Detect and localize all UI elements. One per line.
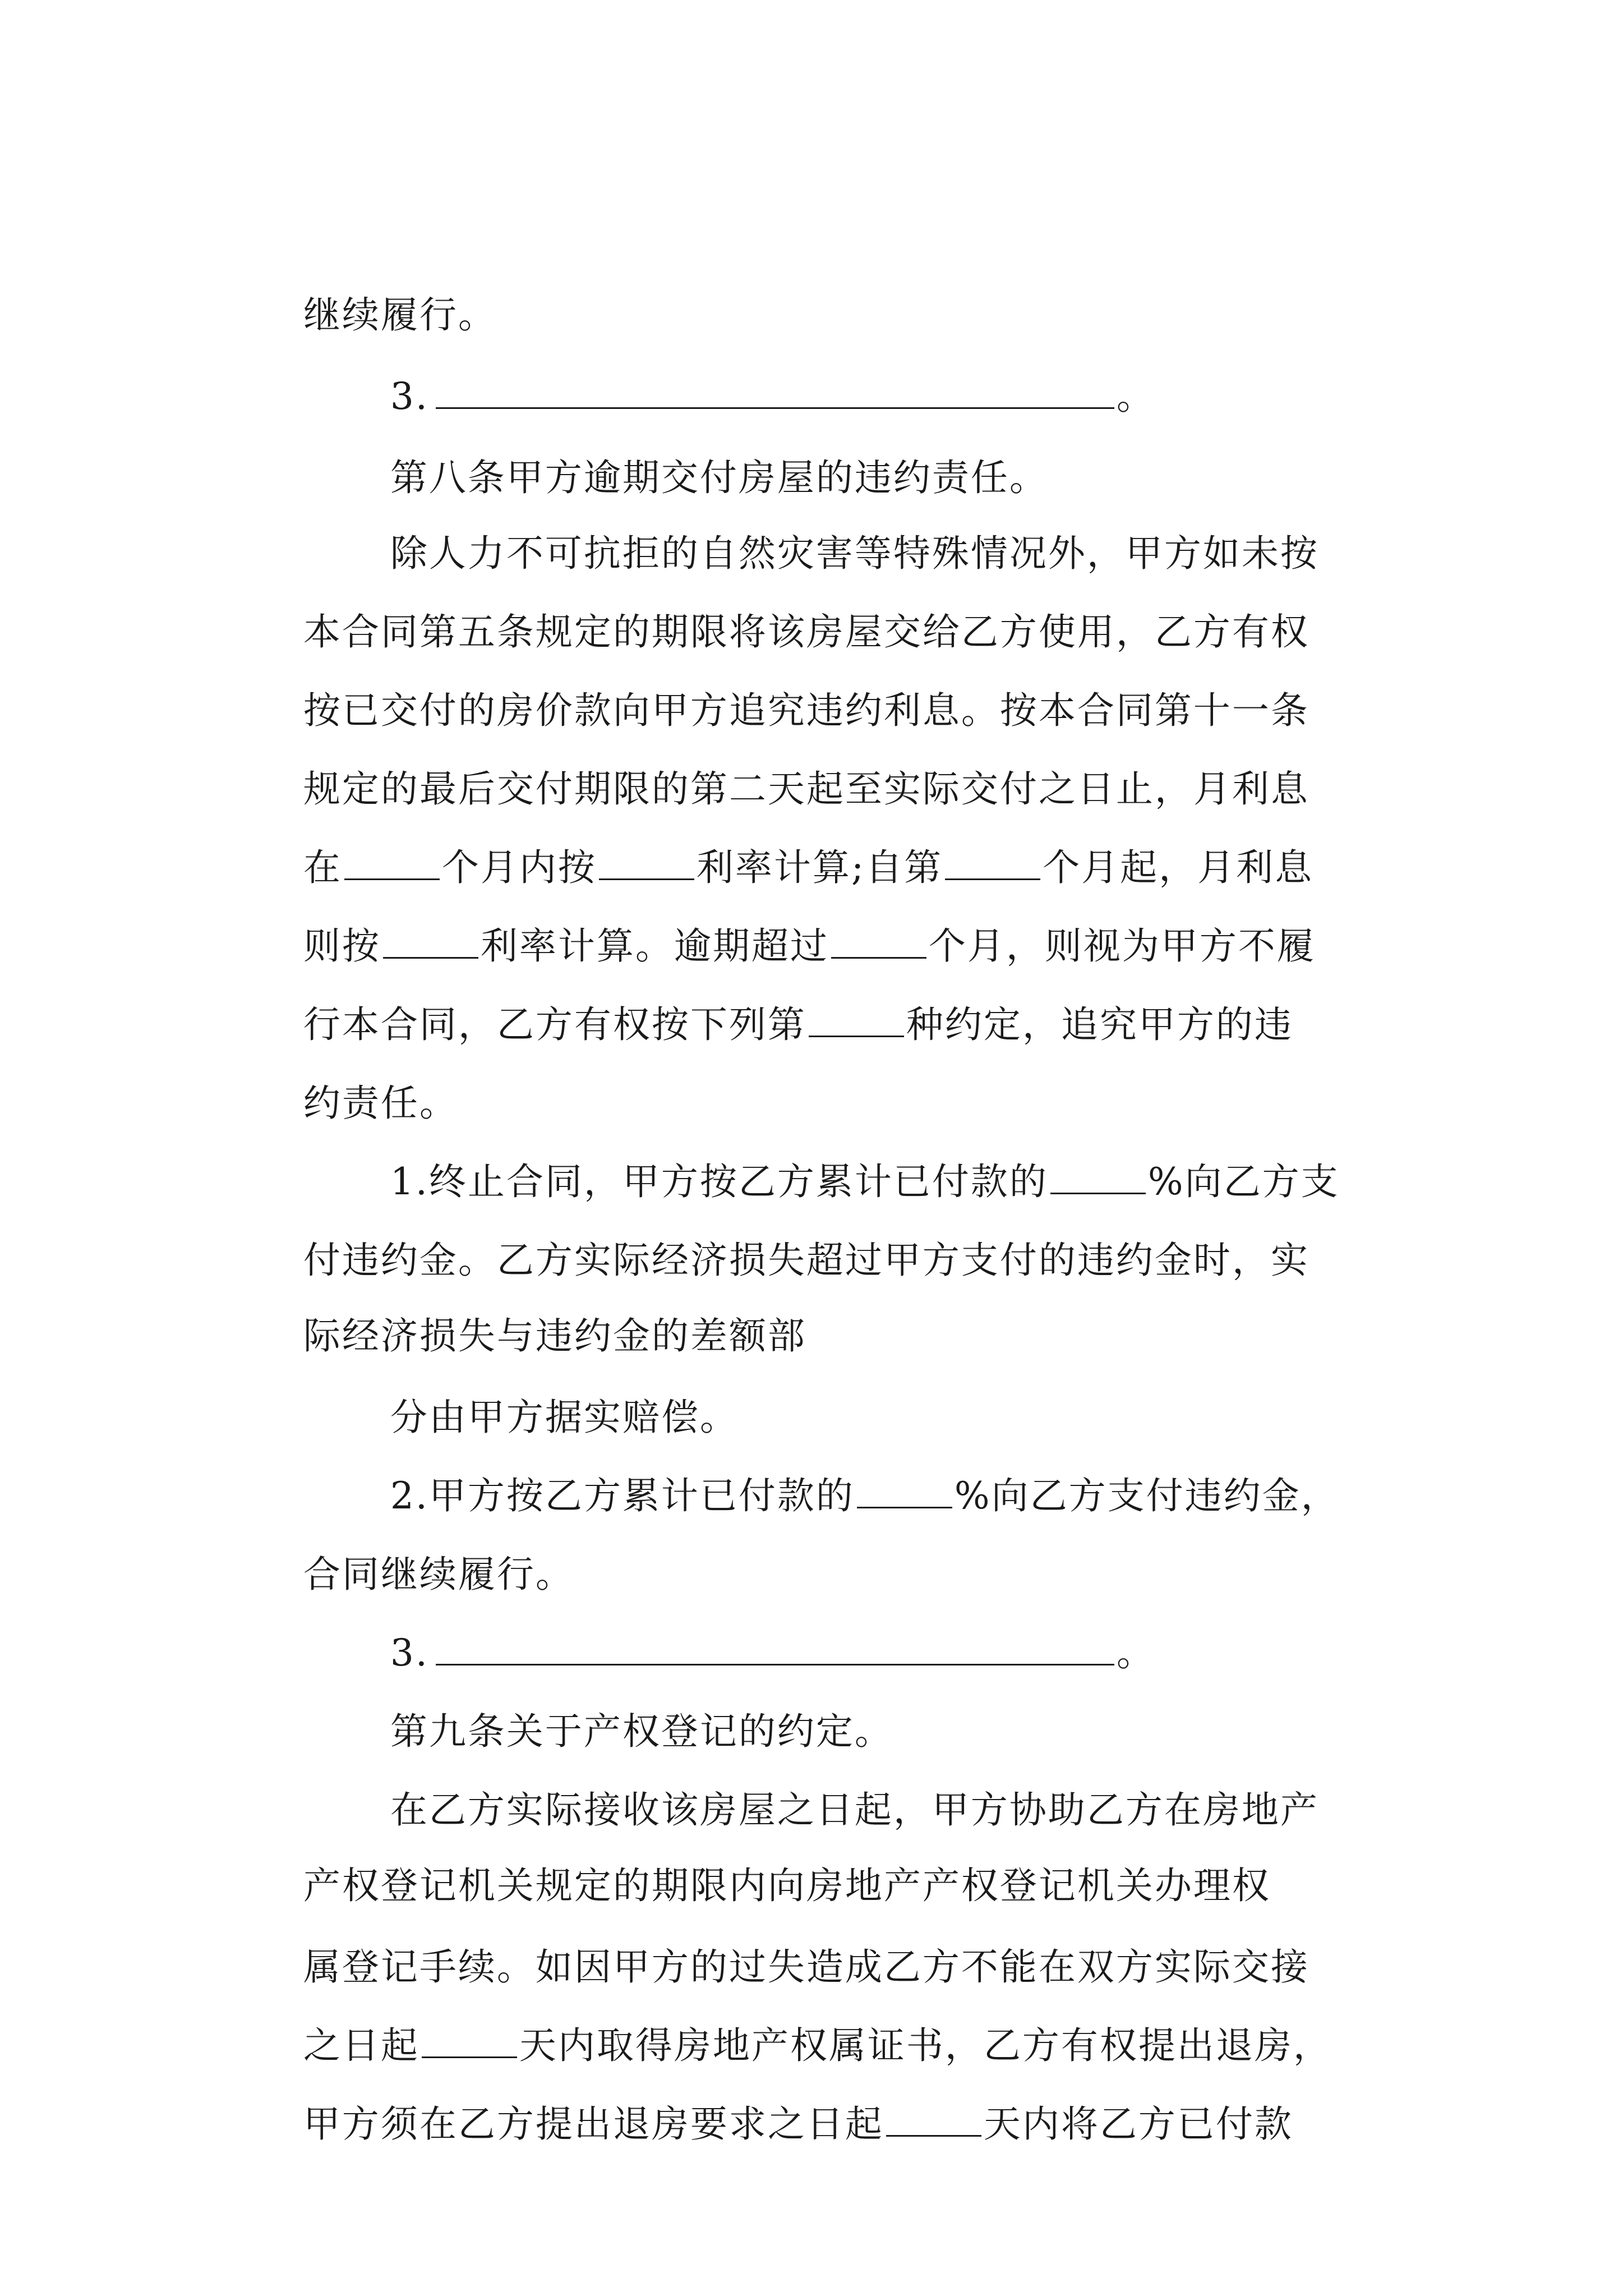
text-line [250,1144,1310,1282]
line-text: 甲方须在乙方提出退房要求之日起 [303,2102,884,2146]
text-line [250,2008,1293,2146]
text-line [250,595,1310,732]
line-text: 天内取得房地产权属证书，乙方有权提出退房， [519,2024,1332,2067]
text-line [250,199,497,337]
line-text: 合同继续履行。 [303,1553,574,1596]
text-line [336,280,1155,418]
line-text: 。 [1116,375,1155,418]
text-line [336,1694,1319,1832]
line-text: 约责任。 [303,1082,458,1125]
line-text: 个月起，月利息 [1043,846,1314,889]
line-text: 属登记手续。如因甲方的过失造成乙方不能在双方实际交接 [303,1945,1310,1989]
line-text: 个月，则视为甲方不履 [928,924,1316,968]
fill-in-blank [857,1475,952,1508]
text-line [250,1851,1310,1989]
text-line [250,909,1293,1046]
line-text: 天内将乙方已付款 [983,2102,1293,2146]
line-text: 行本合同，乙方有权按下列第 [303,1003,806,1046]
line-text: 第九条关于产权登记的约定。 [390,1710,893,1753]
line-text: 继续履行。 [303,293,497,337]
text-line [336,438,1319,575]
line-text: 际经济损失与违约金的差额部 [303,1314,806,1358]
text-line [250,1458,574,1596]
line-text: 除人力不可抗拒的自然灾害等特殊情况外，甲方如未按 [390,532,1319,575]
line-text: 第八条甲方逾期交付房屋的违约责任。 [390,456,1048,499]
line-text: 2.甲方按乙方累计已付款的 [390,1474,855,1517]
line-text: %向乙方支 [1147,1160,1340,1203]
line-text: 。 [1116,1631,1155,1674]
line-text: 之日起 [303,2024,419,2067]
line-text: 分由甲方据实赔偿。 [390,1396,739,1439]
line-text: 利率计算。逾期超过 [480,924,829,968]
line-text: 利率计算;自第 [696,846,943,889]
text-line [250,987,458,1125]
line-text: %向乙方支付违约金， [954,1474,1340,1517]
line-text: 则按 [303,924,381,968]
fill-in-blank [809,1004,904,1037]
line-text: 3. [390,1631,429,1674]
text-line [250,1220,806,1358]
line-text: 本合同第五条规定的期限将该房屋交给乙方使用，乙方有权 [303,610,1310,654]
line-text: 在 [303,846,342,889]
text-line [336,1301,739,1439]
text-line [336,1066,1340,1203]
section-heading [336,362,1048,499]
text-line [336,1380,1340,1517]
line-text: 个月内按 [441,846,597,889]
text-line [250,673,1310,811]
line-text: 在乙方实际接收该房屋之日起，甲方协助乙方在房地产 [390,1788,1319,1832]
line-text: 按已交付的房价款向甲方追究违约利息。按本合同第十一条 [303,689,1310,732]
line-text: 1.终止合同，甲方按乙方累计已付款的 [390,1160,1048,1203]
text-line [250,752,1314,889]
line-text: 3. [390,375,429,418]
text-line [250,830,1316,968]
fill-in-blank [886,2104,981,2137]
text-line [250,1930,1332,2067]
line-text: 付违约金。乙方实际经济损失超过甲方支付的违约金时，实 [303,1239,1310,1282]
text-line [336,1537,1155,1674]
line-text: 种约定，追究甲方的违 [906,1003,1293,1046]
text-line [250,516,1310,654]
line-text: 产权登记机关规定的期限内向房地产产权登记机关办理权 [303,1864,1271,1907]
text-line [250,1770,1271,1907]
line-text: 规定的最后交付期限的第二天起至实际交付之日止，月利息 [303,767,1310,811]
section-heading [336,1616,893,1753]
